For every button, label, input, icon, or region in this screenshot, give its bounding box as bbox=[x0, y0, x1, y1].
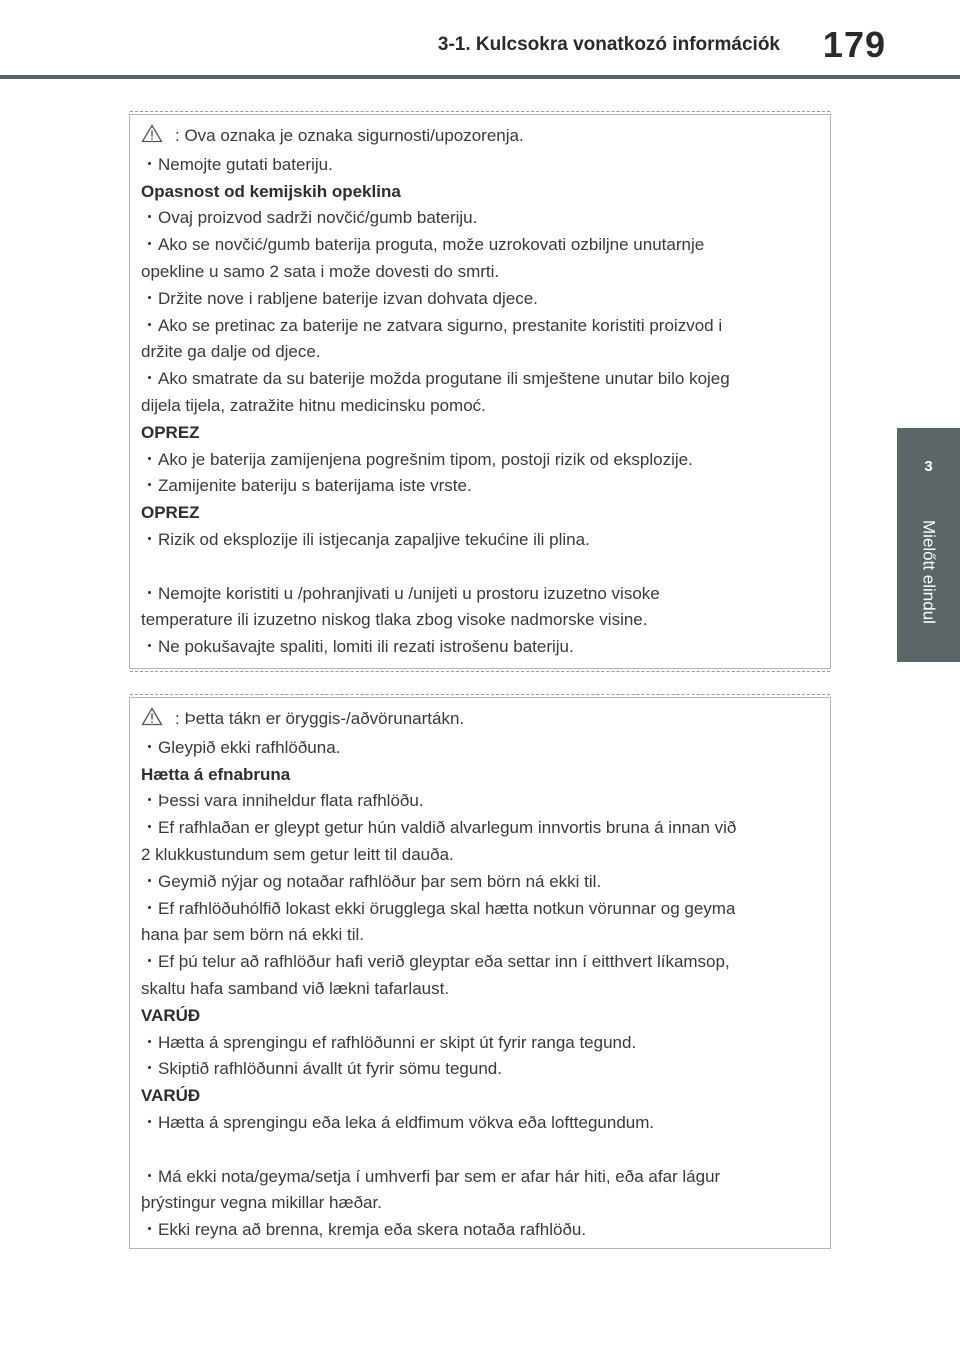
text-line: þrýstingur vegna mikillar hæðar. bbox=[141, 1193, 382, 1213]
warning-text bbox=[141, 706, 821, 1244]
text-line: ・Ako smatrate da su baterije možda progutane ili smještene unutar bilo kojeg bbox=[141, 369, 730, 389]
text-line: ・Ne pokušavajte spaliti, lomiti ili rezati istrošenu bateriju. bbox=[141, 637, 574, 657]
header-rule bbox=[0, 75, 960, 79]
text-line: ・Nemojte gutati bateriju. bbox=[141, 154, 333, 174]
text-line: ・Ako se pretinac za baterije ne zatvara sigurno, prestanite koristiti proizvod i bbox=[141, 315, 723, 335]
text-line: skaltu hafa samband við lækni tafarlaust. bbox=[141, 978, 450, 998]
text-line: ・Držite nove i rabljene baterije izvan dohvata djece. bbox=[141, 288, 538, 308]
text-line: ・Geymið nýjar og notaðar rafhlöður þar sem börn ná ekki til. bbox=[141, 871, 602, 891]
dashed-rule bbox=[130, 694, 830, 695]
text-line: temperature ili izuzetno niskog tlaka zbog visoke nadmorske visine. bbox=[141, 610, 648, 630]
text-line: ・Ako se novčić/gumb baterija proguta, može uzrokovati ozbiljne unutarnje bbox=[141, 235, 705, 255]
text-line bbox=[141, 554, 821, 581]
chapter-number: 3 bbox=[924, 458, 933, 475]
warning-box-croatian bbox=[129, 114, 831, 669]
text-line: VARÚÐ bbox=[141, 1086, 201, 1106]
text-line: ・Hætta á sprengingu eða leka á eldfimum vökva eða lofttegundum. bbox=[141, 1112, 655, 1132]
text-line bbox=[141, 1137, 821, 1164]
chapter-label-tab bbox=[897, 512, 960, 662]
text-line: OPREZ bbox=[141, 503, 200, 523]
text-line: ・Þessi vara inniheldur flata rafhlöðu. bbox=[141, 791, 424, 811]
warning-box-icelandic bbox=[129, 697, 831, 1249]
page-header bbox=[0, 0, 960, 80]
chapter-label: Mielőtt elindul bbox=[919, 520, 939, 624]
text-line: ・Ef rafhlöðuhólfið lokast ekki örugglega skal hætta notkun vörunnar og geyma bbox=[141, 898, 736, 918]
text-line: ・Nemojte koristiti u /pohranjivati u /unijeti u prostoru izuzetno visoke bbox=[141, 583, 660, 603]
symbol-line bbox=[141, 706, 821, 735]
text-line: ・Ef þú telur að rafhlöður hafi verið gleyptar eða settar inn í eitthvert líkamsop, bbox=[141, 952, 730, 972]
chapter-tab bbox=[897, 428, 960, 512]
text-line: Hætta á efnabruna bbox=[141, 764, 291, 784]
text-line: ・Má ekki nota/geyma/setja í umhverfi þar sem er afar hár hiti, eða afar lágur bbox=[141, 1166, 721, 1186]
symbol-line-text: : Ova oznaka je oznaka sigurnosti/upozorenja. bbox=[175, 126, 524, 145]
warning-triangle-icon bbox=[141, 707, 163, 735]
text-line: ・Gleypið ekki rafhlöðuna. bbox=[141, 737, 341, 757]
symbol-line bbox=[141, 123, 821, 152]
text-line: ・Ovaj proizvod sadrži novčić/gumb bateriju. bbox=[141, 208, 478, 228]
text-line: hana þar sem börn ná ekki til. bbox=[141, 925, 365, 945]
text-line: ・Rizik od eksplozije ili istjecanja zapaljive tekućine ili plina. bbox=[141, 529, 590, 549]
text-line: ・Ef rafhlaðan er gleypt getur hún valdið alvarlegum innvortis bruna á innan við bbox=[141, 818, 737, 838]
warning-triangle-icon bbox=[141, 124, 163, 152]
text-line: ・Zamijenite bateriju s baterijama iste vrste. bbox=[141, 476, 472, 496]
symbol-line-text: : Þetta tákn er öryggis-/aðvörunartákn. bbox=[175, 709, 465, 728]
text-line: ・Ekki reyna að brenna, kremja eða skera notaða rafhlöðu. bbox=[141, 1220, 587, 1240]
header-title: 3-1. Kulcsokra vonatkozó információk bbox=[437, 34, 780, 55]
text-line: VARÚÐ bbox=[141, 1005, 201, 1025]
text-line: ・Hætta á sprengingu ef rafhlöðunni er skipt út fyrir ranga tegund. bbox=[141, 1032, 637, 1052]
dashed-rule bbox=[130, 671, 830, 672]
text-line: dijela tijela, zatražite hitnu medicinsku pomoć. bbox=[141, 395, 486, 415]
text-line: 2 klukkustundum sem getur leitt til dauða. bbox=[141, 844, 454, 864]
dashed-rule bbox=[130, 111, 830, 112]
text-line: ・Ako je baterija zamijenjena pogrešnim tipom, postoji rizik od eksplozije. bbox=[141, 449, 693, 469]
text-line: držite ga dalje od djece. bbox=[141, 342, 321, 362]
page-number: 179 bbox=[822, 24, 886, 65]
text-line: opekline u samo 2 sata i može dovesti do smrti. bbox=[141, 261, 500, 281]
text-line: Opasnost od kemijskih opeklina bbox=[141, 181, 401, 201]
text-line: ・Skiptið rafhlöðunni ávallt út fyrir sömu tegund. bbox=[141, 1059, 502, 1079]
text-line: OPREZ bbox=[141, 422, 200, 442]
warning-text bbox=[141, 123, 821, 661]
